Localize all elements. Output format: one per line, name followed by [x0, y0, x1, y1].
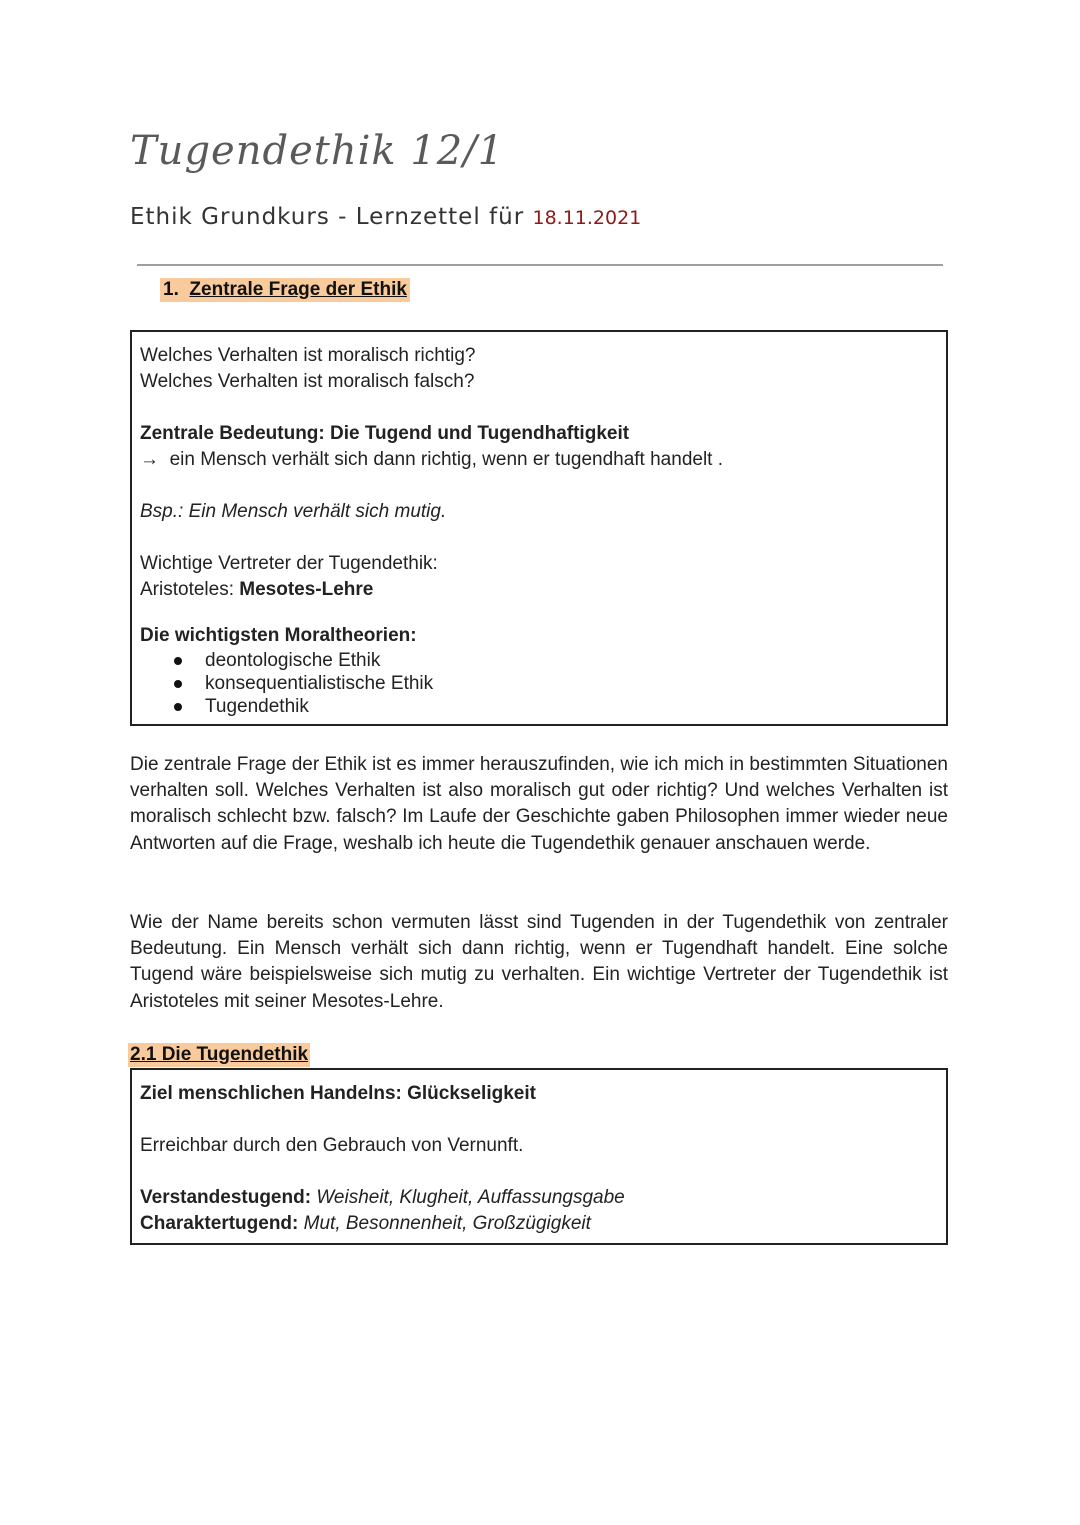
theory-label: konsequentialistische Ethik — [205, 673, 434, 694]
section-2-title: 2.1 Die Tugendethik — [130, 1044, 309, 1065]
aristoteles-label: Aristoteles: — [140, 579, 234, 600]
theories-heading: Die wichtigsten Moraltheorien: — [140, 625, 417, 646]
meaning-heading: Zentrale Bedeutung: Die Tugend und Tugendhaftigkeit — [140, 423, 630, 444]
aristoteles-line — [140, 577, 938, 603]
section-1-box — [130, 330, 948, 726]
character-line — [140, 1211, 938, 1237]
bullet-icon — [174, 680, 182, 688]
list-item — [171, 695, 938, 718]
theory-label: Tugendethik — [205, 696, 309, 717]
section-1-number: 1. — [163, 279, 179, 300]
theory-label: deontologische Ethik — [205, 650, 381, 671]
question-right: Welches Verhalten ist moralisch richtig? — [140, 345, 476, 366]
character-value: Mut, Besonnenheit, Großzügigkeit — [303, 1213, 591, 1234]
section-1-title: Zentrale Frage der Ethik — [189, 279, 407, 300]
section-2-box — [130, 1068, 948, 1245]
goal-text: Ziel menschlichen Handelns: Glückseligkeit — [140, 1083, 536, 1104]
subtitle-date: 18.11.2021 — [532, 207, 642, 229]
list-item — [171, 672, 938, 695]
aristoteles-value: Mesotes-Lehre — [239, 579, 374, 600]
intellect-line — [140, 1185, 938, 1211]
intellect-label: Verstandestugend: — [140, 1187, 312, 1208]
representatives-label: Wichtige Vertreter der Tugendethik: — [140, 553, 438, 574]
theories-list — [140, 649, 938, 718]
body-paragraph-2: Wie der Name bereits schon vermuten lässt sind Tugenden in der Tugendethik von zentraler Bedeutung. Ein Mensch verhält sich dann richtig, wenn er Tugendhaft handelt. Eine solche Tugend wäre beispielsweise sich mutig zu verhalten. Ein wichtige Vertreter der Tugendethik ist Aristoteles mit seiner Mesotes-Lehre. — [130, 912, 948, 1012]
meaning-line — [140, 447, 938, 473]
page-title: Tugendethik 12/1 — [130, 128, 505, 174]
bullet-icon — [174, 703, 182, 711]
page-subtitle — [130, 204, 641, 230]
character-label: Charaktertugend: — [140, 1213, 299, 1234]
body-paragraph-1: Die zentrale Frage der Ethik ist es immer herauszufinden, wie ich mich in bestimmten Situationen verhalten soll. Welches Verhalten ist also moralisch gut oder richtig? Und welches Verhalten ist moralisch schlecht bzw. falsch? Im Laufe der Geschichte gaben Philosophen immer wieder neue Antworten auf die Frage, weshalb ich heute die Tugendethik genauer anschauen werde. — [130, 754, 948, 854]
intellect-value: Weisheit, Klugheit, Auffassungsgabe — [316, 1187, 625, 1208]
subtitle-text: Ethik Grundkurs - Lernzettel für — [130, 204, 525, 230]
example-text: Bsp.: Ein Mensch verhält sich mutig. — [140, 501, 447, 522]
arrow-icon: → — [140, 449, 159, 470]
bullet-icon — [174, 657, 182, 665]
question-wrong: Welches Verhalten ist moralisch falsch? — [140, 371, 475, 392]
section-1-heading — [160, 278, 410, 302]
reach-text: Erreichbar durch den Gebrauch von Vernunft. — [140, 1135, 524, 1156]
section-2-heading — [128, 1043, 310, 1067]
list-item — [171, 649, 938, 672]
horizontal-divider — [137, 264, 943, 266]
meaning-text: ein Mensch verhält sich dann richtig, wenn er tugendhaft handelt . — [169, 449, 724, 470]
